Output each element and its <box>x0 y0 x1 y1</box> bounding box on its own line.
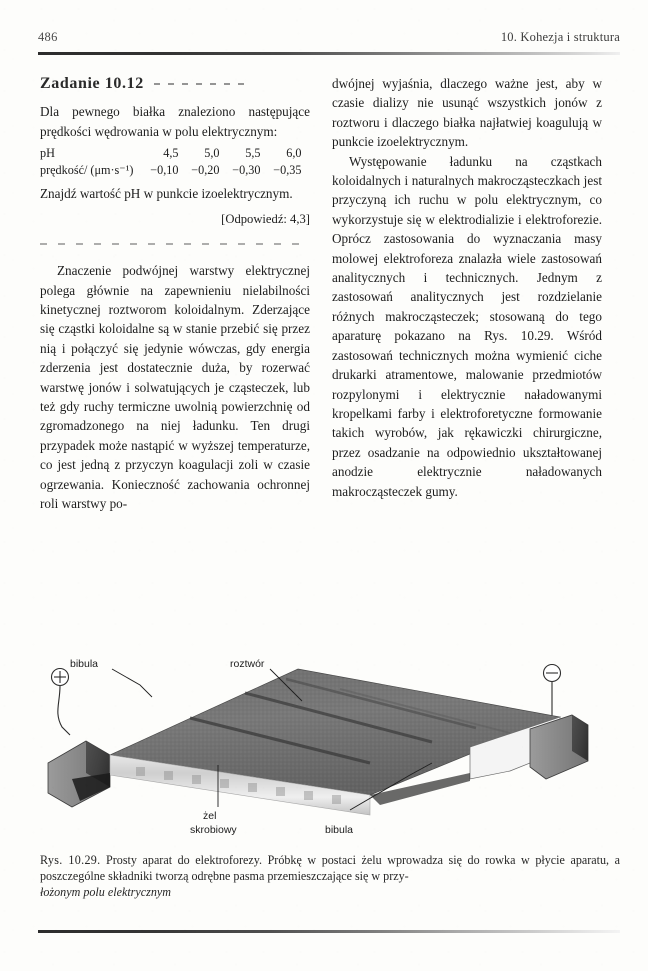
task-heading-label: Zadanie 10.12 <box>40 75 144 92</box>
row-label-velocity: prędkość/ (μm·s⁻¹) <box>40 162 134 177</box>
task-question-text: Znajdź wartość pH w punkcie izoelektrycznym. <box>40 186 293 202</box>
ph-value-3: 6,0 <box>286 146 302 161</box>
ph-value-1: 5,0 <box>204 146 220 161</box>
task-intro-text: Dla pewnego białka znaleziono następujące prędkości wędrowania w polu elektrycznym: <box>40 104 310 139</box>
velocity-value-2: −0,30 <box>232 162 261 177</box>
velocity-value-3: −0,35 <box>273 162 302 177</box>
caption-italic-tail: łożonym polu elektrycznym <box>40 885 171 900</box>
running-head <box>38 30 620 48</box>
header-rule <box>38 52 620 55</box>
page-number: 486 <box>38 30 58 44</box>
label-zel-line2: skrobiowy <box>190 824 237 836</box>
ph-value-2: 5,5 <box>245 146 261 161</box>
right-paragraph-two: Występowanie ładunku na cząstkach koloidalnych i naturalnych makrocząsteczkach jest przyczyną ich ruchu w polu elektrycznym, co wykorzystuje się w elektrodializie i elektroforezie. Oprócz zastosowania do wyznaczania masy molowej elektroforeza znalazła wiele zastosowań analitycznych i technicznych. Jednym z zastosowań analitycznych jest rozdzielanie różnych makrocząsteczek; stosowaną do tego aparaturę pokazano na Rys. 10.29. Wśród zastosowań technicznych można wymienić ciche drukarki atramentowe, malowanie przedmiotów rozpylonymi i elektrycznie naładowanymi kropelkami farby i elektroforetyczne formowanie takich wyrobów, jak rękawiczki chirurgiczne, przez osadzanie na odpowiednio ukształtowanej anodzie elektrycznie naładowanych makrocząsteczek gumy. <box>332 153 602 499</box>
measurement-table <box>40 145 301 178</box>
apparatus-body <box>48 669 588 815</box>
footer-rule <box>38 930 620 933</box>
anode-wire <box>58 686 70 735</box>
left-body-paragraph: Znaczenie podwójnej warstwy elektrycznej polega głównie na zapewnieniu nielabilności kinetycznej roztworom koloidalnym. Zderzające się cząstki koloidalne są w stanie przebić się przez nią i połączyć się jedynie wówczas, gdy energia zderzenia jest dostatecznie duża, by rozerwać warstwę jonów i solwatujących je cząsteczek, lub też gdy ruchy termiczne uwolnią powierzchnię od zgromadzonego na niej ładunku. Ten drugi przypadek może nastąpić w wyższej temperaturze, co jest jedną z przyczyn koagulacji zoli w czasie ogrzewania. Konieczność zachowania ochronnej roli warstwy po- <box>40 263 310 512</box>
anode-electrode-group <box>52 669 71 736</box>
row-label-ph: pH <box>40 146 55 161</box>
caption-number: Rys. 10.29. <box>40 853 101 867</box>
figure-caption <box>40 852 620 901</box>
figure-illustration <box>40 655 612 845</box>
leader-bibula-top <box>112 669 152 697</box>
label-roztwor: roztwór <box>230 658 265 670</box>
caption-text: Prosty aparat do elektroforezy. Próbkę w postaci żelu wprowadza się do rowka w płycie aparatu, a poszczególne składniki tworzą odrębne pasma przemieszczające się w przy- <box>40 853 620 884</box>
task-answer <box>40 210 310 229</box>
heading-ornament-dashes <box>154 80 250 88</box>
task-answer-text: [Odpowiedź: 4,3] <box>221 211 310 226</box>
label-zel-line1: żel <box>203 810 217 822</box>
figure-electrophoresis-apparatus <box>40 655 612 845</box>
velocity-value-0: −0,10 <box>150 162 179 177</box>
label-bibula-bottom: bibula <box>325 824 354 836</box>
chapter-title: 10. Kohezja i struktura <box>500 30 620 44</box>
left-column <box>40 74 310 514</box>
table-row-ph <box>40 145 301 162</box>
right-continued-paragraph: dwójnej wyjaśnia, dlaczego ważne jest, aby w czasie dializy nie usunąć wszystkich jonów z roztworu i dlaczego białka najłatwiej koagulują w punkcie izoelektrycznym. <box>332 76 602 150</box>
velocity-value-1: −0,20 <box>191 162 220 177</box>
label-bibula-top: bibula <box>70 658 99 670</box>
task-heading <box>40 74 310 93</box>
ph-value-0: 4,5 <box>163 146 179 161</box>
section-ornament-rule <box>40 240 305 248</box>
table-row-velocity <box>40 162 301 179</box>
right-column <box>332 74 602 501</box>
